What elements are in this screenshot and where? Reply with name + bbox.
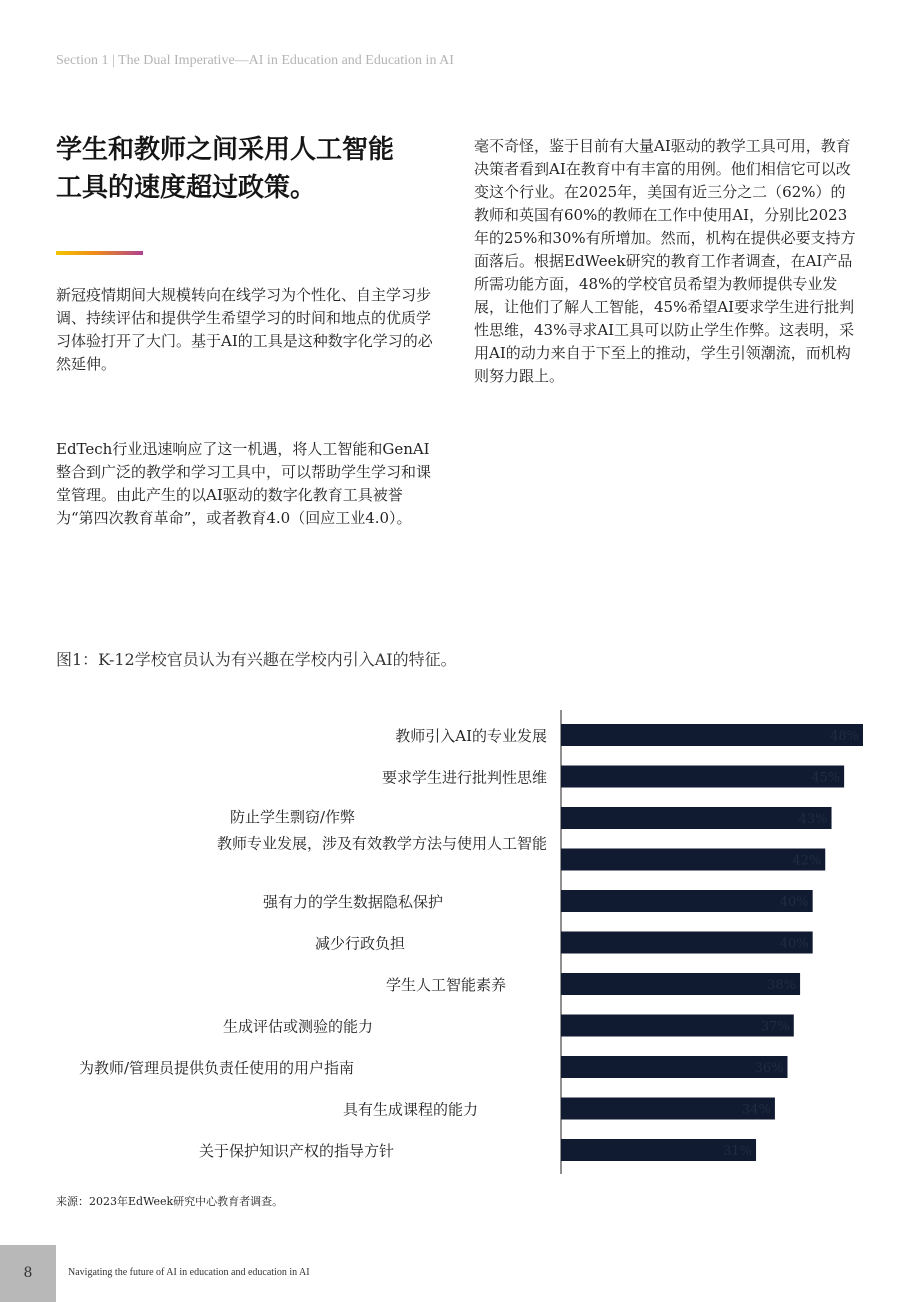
bar xyxy=(561,973,800,995)
category-label: 关于保护知识产权的指导方针 xyxy=(198,1142,394,1160)
bar xyxy=(561,1015,794,1037)
category-label: 学生人工智能素养 xyxy=(385,976,506,994)
bar xyxy=(561,1056,788,1078)
body-paragraph-3: 毫不奇怪，鉴于目前有大量AI驱动的教学工具可用，教育决策者看到AI在教育中有丰富的用例。他们相信它可以改变这个行业。在2025年，美国有近三分之二（62%）的教师和英国有60%的教师在工作中使用AI，分别比2023年的25%和30%有所增加。然而，机构在提供必要支持方面落后。根据EdWeek研究的教育工作者调查，在AI产品所需功能方面，48%的学校官员希望为教师提供专业发展，让他们了解人工智能，45%希望AI要求学生进行批判性思维，43%寻求AI工具可以防止学生作弊。这表明，采用AI的动力来自于下至上的推动，学生引领潮流，而机构则努力跟上。 xyxy=(474,137,856,385)
figure-title: 图1：K-12学校官员认为有兴趣在学校内引入AI的特征。 xyxy=(56,650,457,669)
bar xyxy=(561,849,825,871)
bar xyxy=(561,766,844,788)
category-label: 具有生成课程的能力 xyxy=(342,1100,478,1119)
category-label: 要求学生进行批判性思维 xyxy=(381,768,547,787)
bar xyxy=(561,932,813,954)
bar-chart xyxy=(0,700,920,1180)
category-label: 生成评估或测验的能力 xyxy=(222,1017,373,1036)
bar-value-label: 37% xyxy=(760,1019,790,1035)
bar-value-label: 36% xyxy=(754,1061,784,1076)
bar xyxy=(561,890,813,912)
bar xyxy=(561,807,832,829)
bar-value-label: 43% xyxy=(798,812,828,827)
category-label: 为教师/管理员提供负责任使用的用户指南 xyxy=(78,1059,354,1077)
bar-value-label: 31% xyxy=(723,1144,753,1159)
accent-rule xyxy=(56,251,143,255)
bar-value-label: 38% xyxy=(767,978,797,993)
category-label: 防止学生剽窃/作弊 xyxy=(229,808,355,826)
category-label: 减少行政负担 xyxy=(314,934,405,953)
footer-text: Navigating the future of AI in education and education in AI xyxy=(68,1267,310,1278)
page-number-tab xyxy=(0,1245,56,1302)
headline: 学生和教师之间采用人工智能工具的速度超过政策。 xyxy=(56,135,395,203)
category-label: 教师专业发展，涉及有效教学方法与使用人工智能 xyxy=(216,834,547,853)
category-label: 强有力的学生数据隐私保护 xyxy=(262,893,443,911)
figure-source: 来源：2023年EdWeek研究中心教育者调查。 xyxy=(56,1195,284,1208)
bar-value-label: 45% xyxy=(811,770,841,786)
bar-value-label: 48% xyxy=(830,729,859,744)
section-header: Section 1 | The Dual Imperative—AI in Education and Education in AI xyxy=(56,53,454,68)
body-paragraph-1: 新冠疫情期间大规模转向在线学习为个性化、自主学习步调、持续评估和提供学生希望学习的时间和地点的优质学习体验打开了大门。基于AI的工具是这种数字化学习的必然延伸。 xyxy=(56,286,433,373)
category-label: 教师引入AI的专业发展 xyxy=(395,727,547,745)
page-number: 8 xyxy=(23,1265,33,1281)
body-paragraph-2: EdTech行业迅速响应了这一机遇，将人工智能和GenAI整合到广泛的教学和学习工具中，可以帮助学生学习和课堂管理。由此产生的以AI驱动的数字化教育工具被誉为“第四次教育革命”，或者教育4.0（回应工业4.0）。 xyxy=(56,440,432,527)
bar-value-label: 40% xyxy=(779,936,809,952)
bar-value-label: 40% xyxy=(779,895,809,910)
bar-value-label: 42% xyxy=(792,853,822,869)
bar xyxy=(561,724,863,746)
bar-value-label: 34% xyxy=(742,1102,771,1118)
